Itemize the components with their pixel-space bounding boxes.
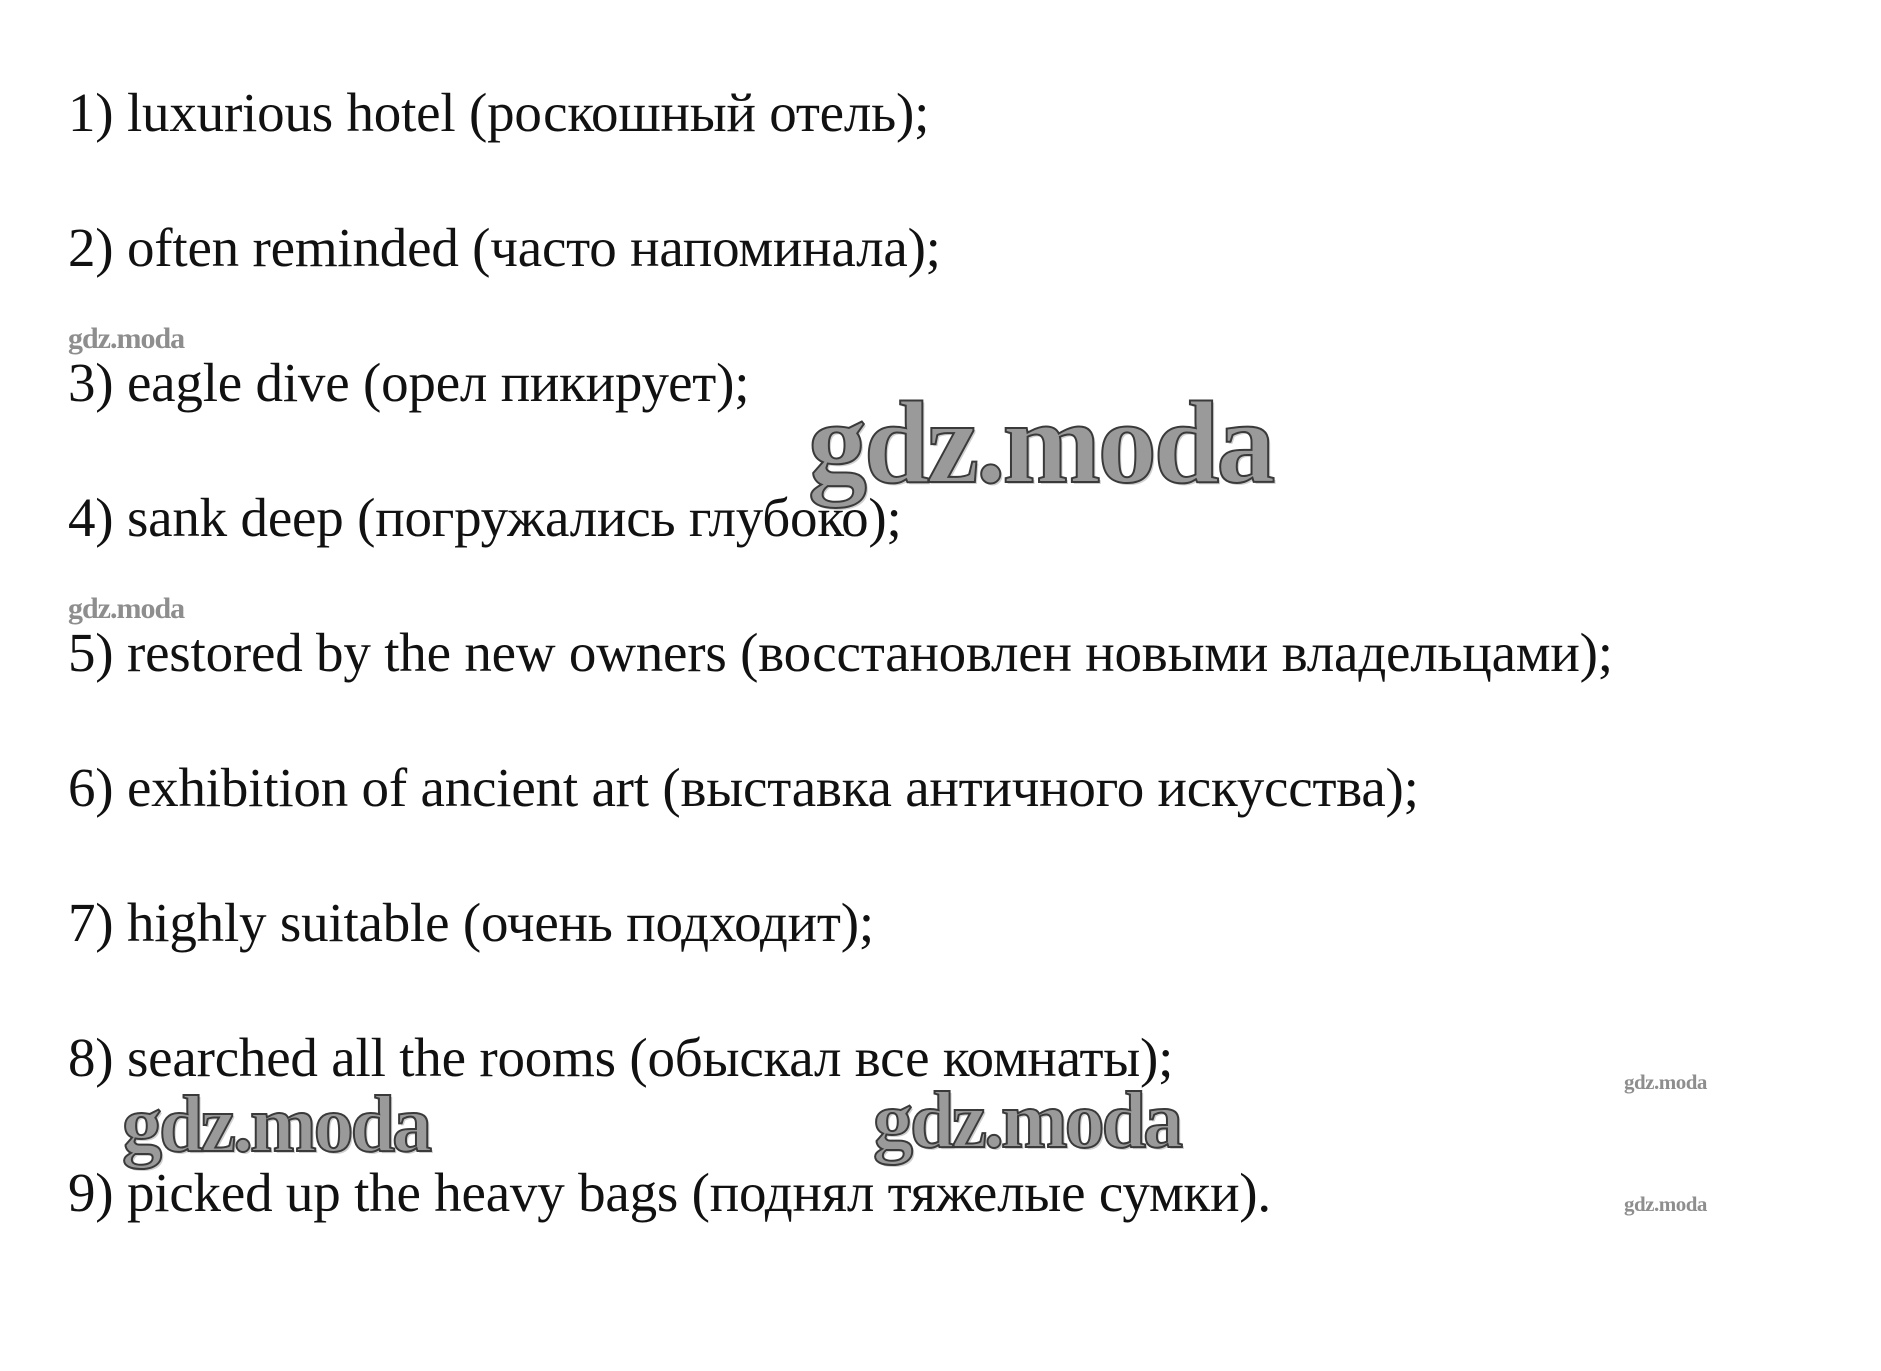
watermark-large: gdz.moda — [873, 1077, 1181, 1165]
watermark-large: gdz.moda — [808, 377, 1273, 508]
answer-line-1: 1) luxurious hotel (роскошный отель); — [68, 82, 930, 143]
watermark-large: gdz.moda — [122, 1081, 430, 1169]
answer-line-3: 3) eagle dive (орел пикирует); — [68, 352, 750, 413]
answer-line-6: 6) exhibition of ancient art (выставка античного искусства); — [68, 757, 1419, 818]
answer-line-9: 9) picked up the heavy bags (поднял тяжелые сумки). — [68, 1162, 1271, 1223]
answer-line-5: 5) restored by the new owners (восстановлен новыми владельцами); — [68, 622, 1613, 683]
watermark-tiny: gdz.moda — [1624, 1192, 1707, 1216]
watermark-small: gdz.moda — [68, 322, 185, 355]
watermark-tiny: gdz.moda — [1624, 1070, 1707, 1094]
answer-line-7: 7) highly suitable (очень подходит); — [68, 892, 874, 953]
answer-line-8: 8) searched all the rooms (обыскал все комнаты); — [68, 1027, 1174, 1088]
answer-line-4: 4) sank deep (погружались глубоко); — [68, 487, 902, 548]
watermark-small: gdz.moda — [68, 592, 185, 625]
answer-line-2: 2) often reminded (часто напоминала); — [68, 217, 941, 278]
